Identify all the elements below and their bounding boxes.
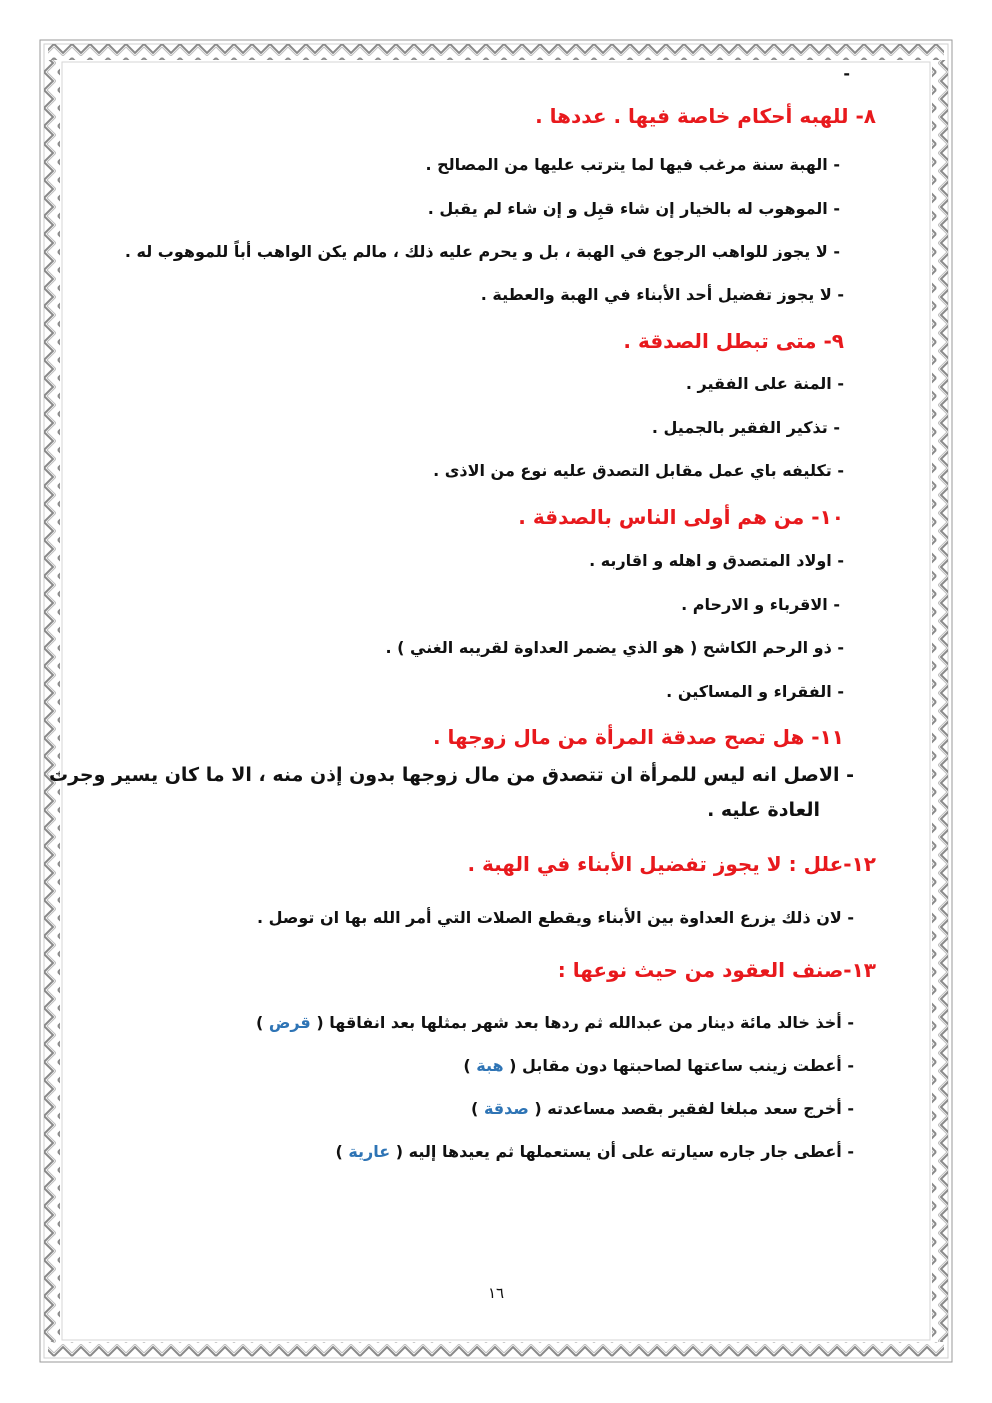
classify-close: ) [335, 1142, 343, 1161]
classify-text: - أعطى جار جاره سيارته على أن يستعملها ثم يعيدها إليه ( [395, 1142, 854, 1161]
classify-text: - أعطت زينب ساعتها لصاحبتها دون مقابل ( [509, 1056, 854, 1075]
classify-close: ) [255, 1013, 264, 1032]
item-10-3: - ذو الرحم الكاشح ( هو الذي يضمر العداوة لقريبه الغني ) . [385, 638, 844, 657]
classify-close: ) [471, 1099, 479, 1118]
classify-answer: صدقة [483, 1099, 529, 1118]
heading-10: ١٠- من هم أولى الناس بالصدقة . [518, 505, 844, 529]
item-10-2: - الاقرباء و الارحام . [681, 595, 840, 614]
heading-12: ١٢-علل : لا يجوز تفضيل الأبناء في الهبة . [467, 852, 876, 876]
item-10-4: - الفقراء و المساكين . [666, 682, 844, 701]
item-11-1: - الاصل انه ليس للمرأة ان تتصدق من مال زوجها بدون إذن منه ، الا ما كان يسير وجرت [49, 764, 854, 786]
item-8-4: - لا يجوز تفضيل أحد الأبناء في الهبة والعطية . [480, 285, 844, 304]
item-9-3: - تكليفه باي عمل مقابل التصدق عليه نوع من الاذى . [433, 461, 844, 480]
classify-answer: عارية [348, 1142, 391, 1161]
item-10-1: - اولاد المتصدق و اهله و اقاربه . [589, 551, 844, 570]
page-number: ١٦ [487, 1284, 505, 1302]
classify-row-4 [335, 1142, 854, 1161]
item-12-1: - لان ذلك يزرع العداوة بين الأبناء ويقطع الصلات التي أمر الله بها ان توصل . [256, 908, 854, 927]
heading-8: ٨- للهبه أحكام خاصة فيها . عددها . [535, 104, 876, 128]
classify-row-2 [463, 1056, 854, 1075]
item-8-1: - الهبة سنة مرغب فيها لما يترتب عليها من المصالح . [425, 155, 840, 174]
top-dash: - [843, 64, 850, 83]
classify-close: ) [463, 1056, 471, 1075]
classify-text: - أخذ خالد مائة دينار من عبدالله ثم ردها بعد شهر بمثلها بعد انفاقها ( [316, 1013, 854, 1032]
item-9-1: - المنة على الفقير . [685, 374, 844, 393]
classify-answer: هبة [476, 1056, 504, 1075]
heading-13: ١٣-صنف العقود من حيث نوعها : [557, 958, 876, 982]
classify-row-3 [471, 1099, 854, 1118]
item-9-2: - تذكير الفقير بالجميل . [651, 418, 840, 437]
classify-answer: قرض [268, 1013, 311, 1032]
classify-row-1 [256, 1013, 854, 1032]
heading-11: ١١- هل تصح صدقة المرأة من مال زوجها . [432, 725, 844, 749]
heading-9: ٩- متى تبطل الصدقة . [623, 329, 844, 353]
item-11-2: العادة عليه . [707, 799, 820, 821]
item-8-2: - الموهوب له بالخيار إن شاء قبِل و إن شاء لم يقبل . [427, 199, 840, 218]
classify-text: - أخرج سعد مبلغا لفقير بقصد مساعدته ( [534, 1099, 854, 1118]
item-8-3: - لا يجوز للواهب الرجوع في الهبة ، بل و يحرم عليه ذلك ، مالم يكن الواهب أباً للموهوب له . [124, 242, 840, 261]
